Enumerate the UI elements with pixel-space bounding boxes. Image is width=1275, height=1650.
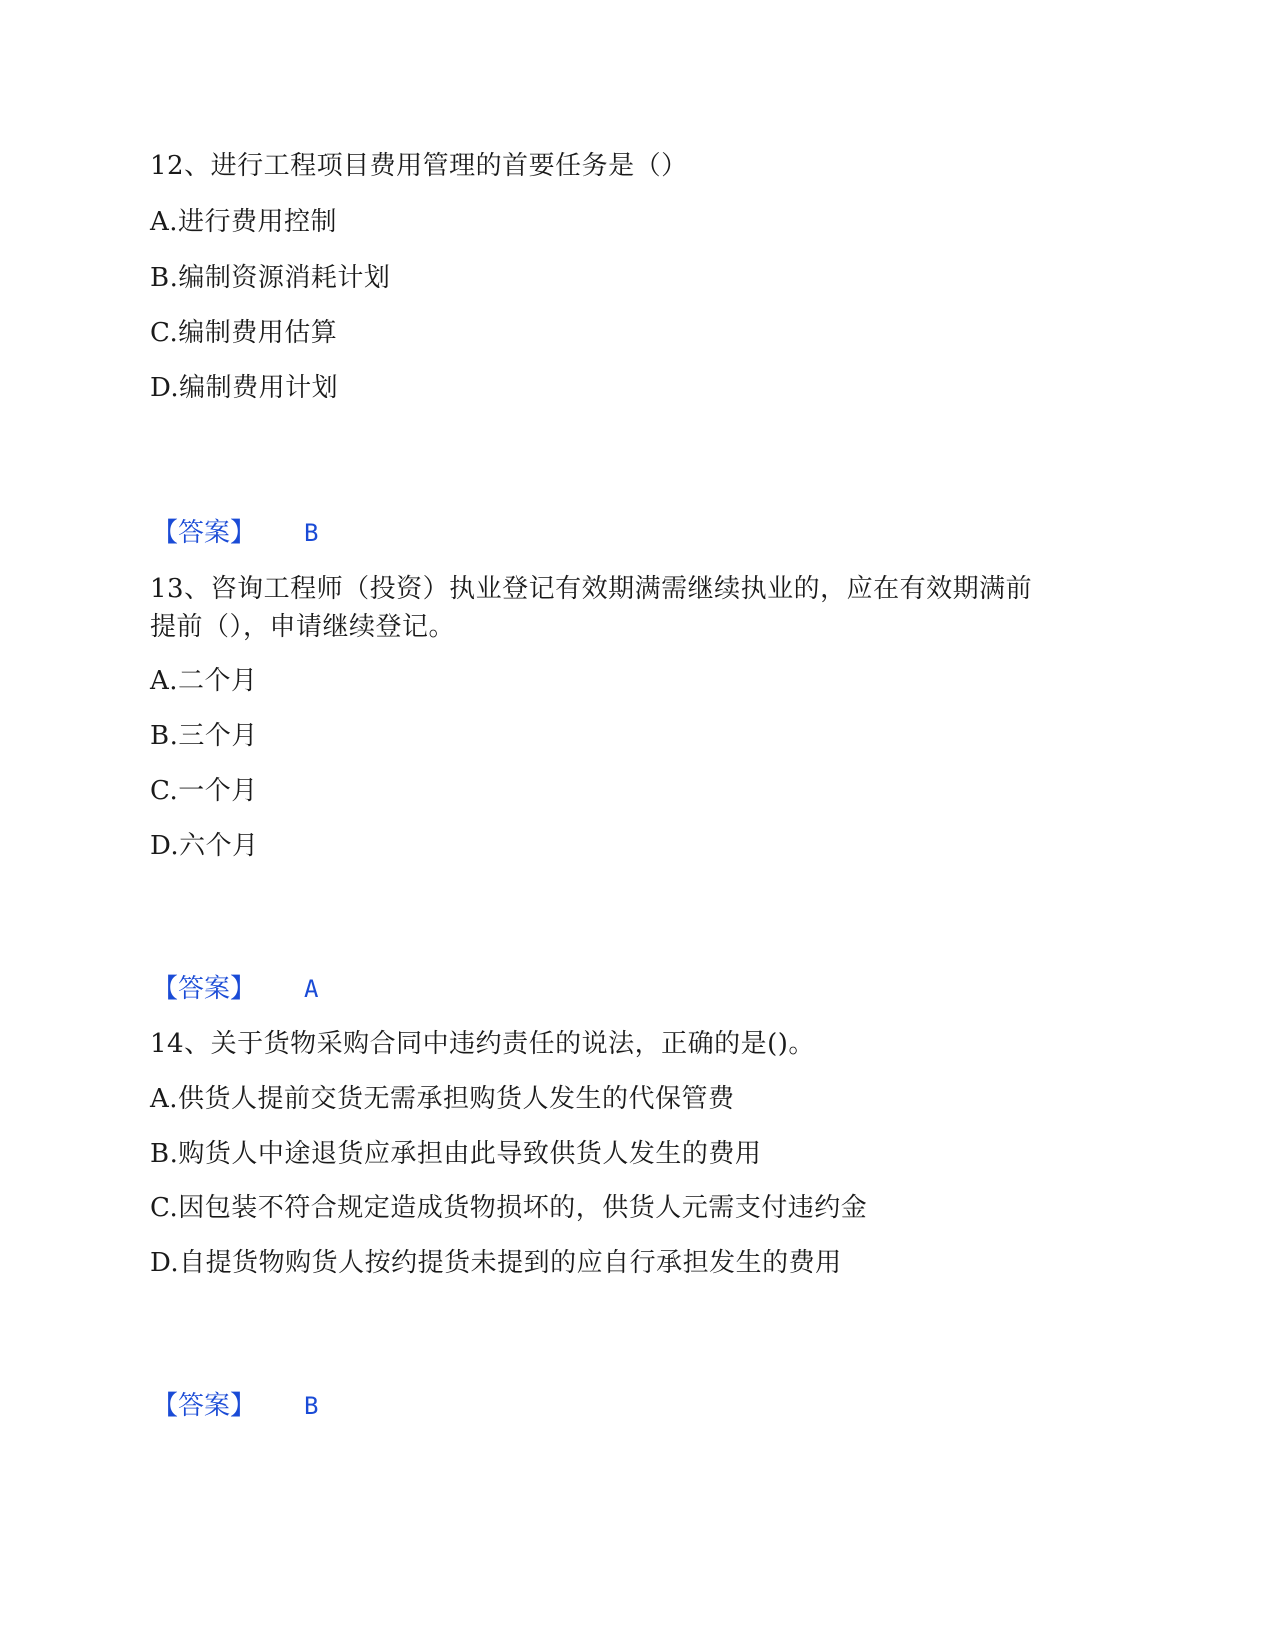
question-13-stem-line-1: 13、咨询工程师（投资）执业登记有效期满需继续执业的，应在有效期满前 xyxy=(150,574,1033,604)
question-14-answer xyxy=(152,1386,318,1426)
question-12-option-b: B.编制资源消耗计划 xyxy=(150,263,391,293)
answer-value: B xyxy=(304,519,319,547)
question-14-option-a: A.供货人提前交货无需承担购货人发生的代保管费 xyxy=(150,1084,735,1114)
answer-label: 【答案】 xyxy=(152,974,257,1004)
question-12-option-c: C.编制费用估算 xyxy=(150,318,338,348)
answer-label: 【答案】 xyxy=(152,518,257,548)
question-14-option-c: C.因包装不符合规定造成货物损坏的，供货人元需支付违约金 xyxy=(150,1193,868,1223)
question-13-answer xyxy=(152,969,318,1009)
question-13-option-d: D.六个月 xyxy=(150,831,259,861)
question-13-stem-line-2: 提前（），申请继续登记。 xyxy=(150,612,456,642)
question-13-option-b: B.三个月 xyxy=(150,721,258,751)
question-12-stem: 12、进行工程项目费用管理的首要任务是（） xyxy=(150,151,688,181)
question-14-option-b: B.购货人中途退货应承担由此导致供货人发生的费用 xyxy=(150,1139,762,1169)
answer-value: A xyxy=(304,975,319,1003)
question-12-option-a: A.进行费用控制 xyxy=(150,207,338,237)
question-13-option-c: C.一个月 xyxy=(150,776,258,806)
question-13-option-a: A.二个月 xyxy=(150,666,258,696)
question-14-option-d: D.自提货物购货人按约提货未提到的应自行承担发生的费用 xyxy=(150,1248,842,1278)
question-14-stem: 14、关于货物采购合同中违约责任的说法，正确的是()。 xyxy=(150,1029,815,1059)
answer-label: 【答案】 xyxy=(152,1391,257,1421)
question-12-option-d: D.编制费用计划 xyxy=(150,373,339,403)
question-12-answer xyxy=(152,513,318,553)
answer-value: B xyxy=(304,1392,319,1420)
